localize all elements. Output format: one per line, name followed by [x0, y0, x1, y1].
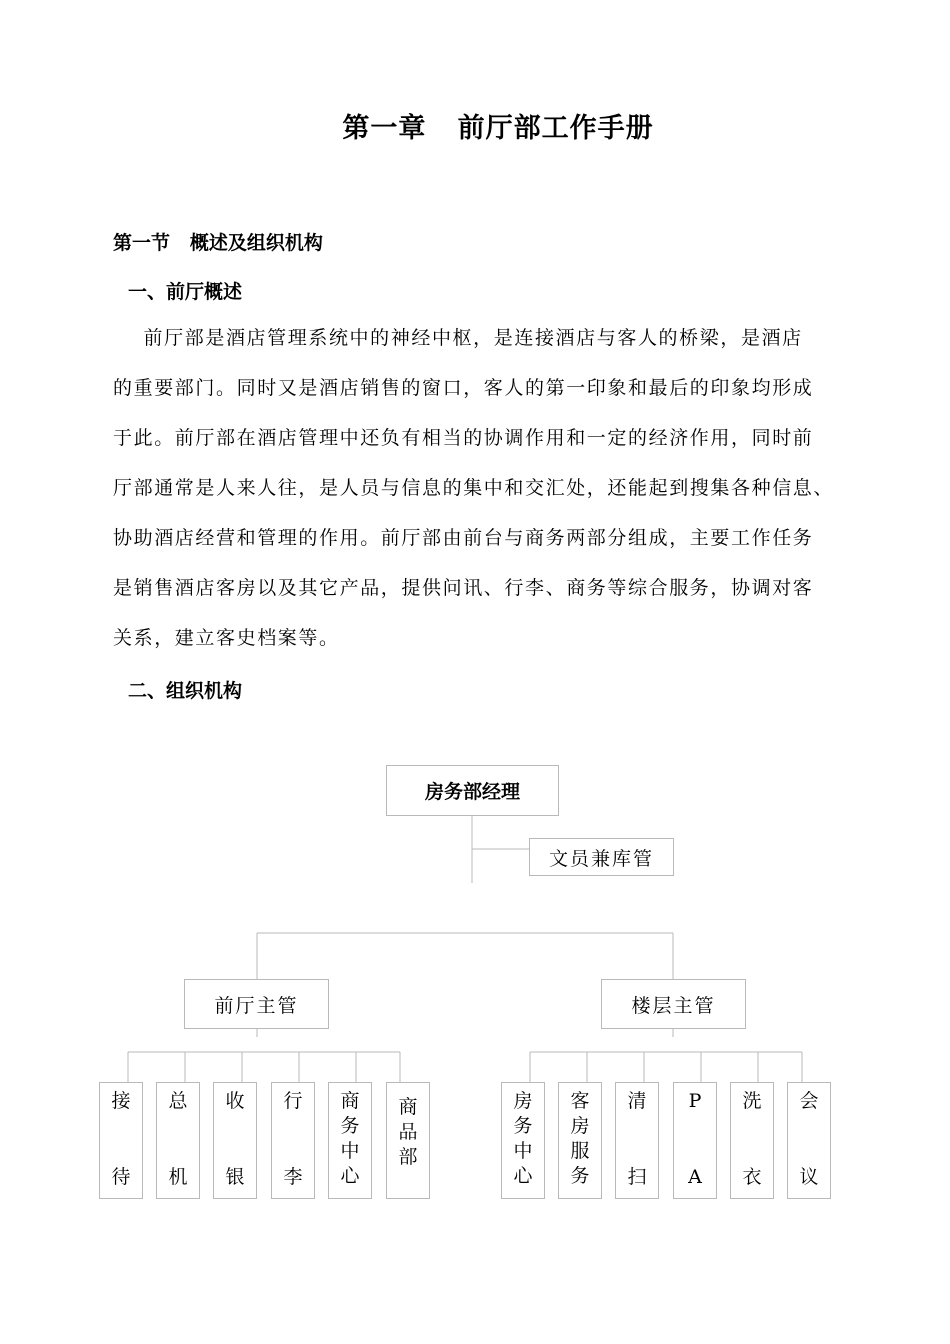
unit-char: 房	[513, 1090, 533, 1112]
front-unit-box	[213, 1082, 257, 1199]
unit-char: 商	[340, 1090, 360, 1112]
unit-char: 务	[513, 1115, 533, 1137]
unit-char: 心	[340, 1165, 360, 1187]
subsection-overview-heading: 一、前厅概述	[128, 281, 243, 303]
paragraph-line: 的重要部门。同时又是酒店销售的窗口，客人的第一印象和最后的印象均形成	[113, 377, 814, 399]
paragraph-line: 前厅部是酒店管理系统中的神经中枢，是连接酒店与客人的桥梁，是酒店	[113, 327, 803, 349]
floor-unit-box	[787, 1082, 831, 1199]
unit-char: 务	[340, 1115, 360, 1137]
unit-char: 总	[168, 1090, 188, 1112]
org-node-floor-supervisor: 楼层主管	[601, 979, 746, 1029]
unit-char: 收	[225, 1090, 245, 1112]
unit-char: 待	[111, 1166, 131, 1188]
front-unit-box	[156, 1082, 200, 1199]
unit-char: 扫	[627, 1166, 647, 1188]
floor-unit-box	[558, 1082, 602, 1199]
unit-char: 李	[283, 1166, 303, 1188]
unit-char: 衣	[742, 1166, 762, 1188]
org-node-front-office-supervisor: 前厅主管	[184, 979, 329, 1029]
section-heading: 第一节 概述及组织机构	[113, 232, 323, 254]
unit-char: 务	[570, 1165, 590, 1187]
chapter-title: 第一章 前厅部工作手册	[342, 113, 654, 144]
paragraph-line: 于此。前厅部在酒店管理中还负有相当的协调作用和一定的经济作用，同时前	[113, 427, 814, 449]
front-unit-box	[99, 1082, 143, 1199]
unit-char: A	[688, 1166, 702, 1188]
paragraph-line: 关系，建立客史档案等。	[113, 627, 340, 649]
front-unit-box	[386, 1082, 430, 1199]
unit-char: 银	[225, 1166, 245, 1188]
floor-unit-box	[615, 1082, 659, 1199]
unit-char: 部	[398, 1146, 418, 1168]
unit-char: 商	[398, 1096, 418, 1118]
unit-char: 清	[627, 1090, 647, 1112]
unit-char: 洗	[742, 1090, 762, 1112]
unit-char: 接	[111, 1090, 131, 1112]
unit-char: 服	[570, 1140, 590, 1162]
unit-char: 中	[513, 1140, 533, 1162]
unit-char: 议	[799, 1166, 819, 1188]
unit-char: 中	[340, 1140, 360, 1162]
unit-char: 心	[513, 1165, 533, 1187]
front-unit-box	[328, 1082, 372, 1199]
org-node-housekeeping-manager: 房务部经理	[386, 765, 559, 816]
unit-char: 机	[168, 1166, 188, 1188]
unit-char: 客	[570, 1090, 590, 1112]
unit-char: P	[688, 1090, 702, 1112]
paragraph-line: 厅部通常是人来人往，是人员与信息的集中和交汇处，还能起到搜集各种信息、	[113, 477, 835, 499]
subsection-org-heading: 二、组织机构	[128, 680, 243, 702]
floor-unit-box	[730, 1082, 774, 1199]
floor-unit-box	[673, 1082, 717, 1199]
floor-unit-box	[501, 1082, 545, 1199]
unit-char: 会	[799, 1090, 819, 1112]
paragraph-line: 是销售酒店客房以及其它产品，提供问讯、行李、商务等综合服务，协调对客	[113, 577, 814, 599]
unit-char: 品	[398, 1121, 418, 1143]
paragraph-line: 协助酒店经营和管理的作用。前厅部由前台与商务两部分组成，主要工作任务	[113, 527, 814, 549]
front-unit-box	[271, 1082, 315, 1199]
org-node-clerk-storekeeper: 文员兼库管	[529, 838, 674, 876]
unit-char: 行	[283, 1090, 303, 1112]
unit-char: 房	[570, 1115, 590, 1137]
